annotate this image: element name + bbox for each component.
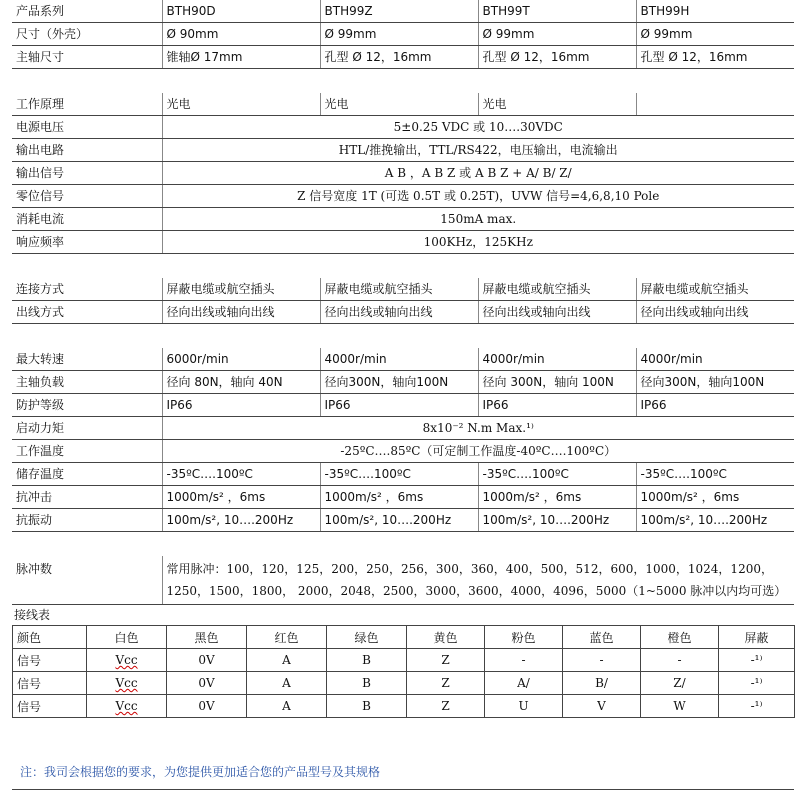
wiring-cell: - <box>563 649 641 672</box>
spec-value: -35ºC….100ºC <box>636 463 794 486</box>
wiring-title: 接线表 <box>14 608 51 622</box>
spec-row <box>12 116 794 139</box>
wiring-cell <box>87 672 167 695</box>
wiring-row <box>13 649 795 672</box>
spec-value: 光电 <box>320 93 478 116</box>
spec-value: 径向 300N，轴向 100N <box>478 371 636 394</box>
spec-row <box>12 509 794 532</box>
wiring-header-cell: 橙色 <box>641 626 719 649</box>
spec-label: 响应频率 <box>12 231 162 254</box>
spec-value: 光电 <box>478 93 636 116</box>
spec-value: 屏蔽电缆或航空插头 <box>162 278 320 301</box>
pulse-value: 常用脉冲：100，120，125，200，250，256，300，360，400，500，512，600，1000，1024，1200，1250，1500，1800， 2000，2048，2500，3000，3600，4000，4096，5000（1~5000 脉冲以内均可选） <box>162 556 794 605</box>
spec-value: 径向 80N，轴向 40N <box>162 371 320 394</box>
wiring-cell: B <box>327 672 407 695</box>
spec-value: 径向出线或轴向出线 <box>320 301 478 324</box>
spec-row <box>12 93 794 116</box>
wiring-cell: Z <box>407 672 485 695</box>
wiring-cell: Z <box>407 695 485 718</box>
spec-value: BTH99Z <box>320 0 478 23</box>
spec-value: IP66 <box>320 394 478 417</box>
wiring-cell: 0V <box>167 672 247 695</box>
spec-label: 输出电路 <box>12 139 162 162</box>
wiring-header-cell: 红色 <box>247 626 327 649</box>
spec-row <box>12 348 794 371</box>
spec-value: 1000m/s² ，6ms <box>636 486 794 509</box>
spec-value: Ø 99mm <box>478 23 636 46</box>
spec-value: 100m/s², 10….200Hz <box>162 509 320 532</box>
spec-value: HTL/推挽输出，TTL/RS422，电压输出，电流输出 <box>162 139 794 162</box>
spec-label: 连接方式 <box>12 278 162 301</box>
spec-value: 100KHz，125KHz <box>162 231 794 254</box>
spec-value: -25ºC….85ºC（可定制工作温度-40ºC….100ºC） <box>162 440 794 463</box>
spec-value: 径向出线或轴向出线 <box>636 301 794 324</box>
bottom-rule <box>12 789 794 790</box>
wiring-cell <box>87 649 167 672</box>
wiring-cell: -¹⁾ <box>719 672 795 695</box>
wiring-cell: Z <box>407 649 485 672</box>
spec-label: 主轴尺寸 <box>12 46 162 69</box>
spec-value: IP66 <box>636 394 794 417</box>
wiring-cell: -¹⁾ <box>719 649 795 672</box>
wiring-header-cell: 黑色 <box>167 626 247 649</box>
wiring-cell: 信号 <box>13 672 87 695</box>
wiring-header-cell: 白色 <box>87 626 167 649</box>
wiring-cell: A/ <box>485 672 563 695</box>
spec-value: 1000m/s² ，6ms <box>162 486 320 509</box>
spec-table-electrical <box>12 93 794 254</box>
pulse-row <box>12 556 794 605</box>
spec-label: 消耗电流 <box>12 208 162 231</box>
spec-value: 屏蔽电缆或航空插头 <box>478 278 636 301</box>
spec-value: 100m/s², 10….200Hz <box>636 509 794 532</box>
spec-row <box>12 394 794 417</box>
wiring-cell: U <box>485 695 563 718</box>
spec-value: 100m/s², 10….200Hz <box>320 509 478 532</box>
spec-value: 屏蔽电缆或航空插头 <box>320 278 478 301</box>
pulse-table <box>12 556 794 605</box>
wiring-cell: A <box>247 672 327 695</box>
wiring-cell: A <box>247 695 327 718</box>
spec-label: 最大转速 <box>12 348 162 371</box>
wiring-row <box>13 695 795 718</box>
spec-value: BTH99H <box>636 0 794 23</box>
spec-value: -35ºC….100ºC <box>162 463 320 486</box>
spec-label: 电源电压 <box>12 116 162 139</box>
spec-value <box>636 93 794 116</box>
spec-value: Ø 99mm <box>320 23 478 46</box>
spec-label: 抗冲击 <box>12 486 162 509</box>
spec-value: A B ，A B Z 或 A B Z + A/ B/ Z/ <box>162 162 794 185</box>
spec-value: 径向出线或轴向出线 <box>478 301 636 324</box>
wiring-cell: 信号 <box>13 695 87 718</box>
spec-value: BTH90D <box>162 0 320 23</box>
wiring-cell: 0V <box>167 695 247 718</box>
spec-label: 工作温度 <box>12 440 162 463</box>
spec-label: 主轴负载 <box>12 371 162 394</box>
wiring-cell: B <box>327 695 407 718</box>
spec-value: IP66 <box>478 394 636 417</box>
spec-row <box>12 162 794 185</box>
footnote: 注：我司会根据您的要求，为您提供更加适合您的产品型号及其规格 <box>20 765 381 779</box>
spec-row <box>12 185 794 208</box>
spec-value: 1000m/s² ，6ms <box>478 486 636 509</box>
spec-value: 8x10⁻² N.m Max.¹⁾ <box>162 417 794 440</box>
spec-row <box>12 23 794 46</box>
spec-value: 4000r/min <box>320 348 478 371</box>
spec-row <box>12 46 794 69</box>
wiring-row <box>13 672 795 695</box>
pulse-label: 脉冲数 <box>12 556 162 605</box>
spec-value: 锥轴Ø 17mm <box>162 46 320 69</box>
wiring-cell: V <box>563 695 641 718</box>
spec-value: IP66 <box>162 394 320 417</box>
wiring-header-cell: 颜色 <box>13 626 87 649</box>
wiring-cell: Z/ <box>641 672 719 695</box>
wiring-vcc-text: Vcc <box>115 653 138 667</box>
wiring-header-cell: 粉色 <box>485 626 563 649</box>
spec-row <box>12 0 794 23</box>
spec-value: BTH99T <box>478 0 636 23</box>
spec-value: 4000r/min <box>478 348 636 371</box>
wiring-cell: A <box>247 649 327 672</box>
spec-value: 5±0.25 VDC 或 10….30VDC <box>162 116 794 139</box>
spec-value: -35ºC….100ºC <box>320 463 478 486</box>
wiring-cell: 信号 <box>13 649 87 672</box>
spec-value: Z 信号宽度 1T (可选 0.5T 或 0.25T)，UVW 信号=4,6,8,10 Pole <box>162 185 794 208</box>
spec-value: 4000r/min <box>636 348 794 371</box>
spec-value: 孔型 Ø 12，16mm <box>320 46 478 69</box>
spec-label: 防护等级 <box>12 394 162 417</box>
spec-value: 6000r/min <box>162 348 320 371</box>
spec-label: 工作原理 <box>12 93 162 116</box>
wiring-header-cell: 黄色 <box>407 626 485 649</box>
wiring-cell: - <box>641 649 719 672</box>
wiring-header-cell: 蓝色 <box>563 626 641 649</box>
spec-label: 输出信号 <box>12 162 162 185</box>
spec-value: 径向300N，轴向100N <box>320 371 478 394</box>
spec-label: 尺寸（外壳） <box>12 23 162 46</box>
spec-value: 100m/s², 10….200Hz <box>478 509 636 532</box>
spec-value: -35ºC….100ºC <box>478 463 636 486</box>
spec-row <box>12 301 794 324</box>
wiring-header-cell: 绿色 <box>327 626 407 649</box>
wiring-cell: W <box>641 695 719 718</box>
spec-row <box>12 208 794 231</box>
spec-table-models <box>12 0 794 69</box>
spec-row <box>12 486 794 509</box>
spec-value: Ø 99mm <box>636 23 794 46</box>
spec-label: 产品系列 <box>12 0 162 23</box>
spec-value: Ø 90mm <box>162 23 320 46</box>
spec-label: 启动力矩 <box>12 417 162 440</box>
spec-value: 150mA max. <box>162 208 794 231</box>
spec-sheet <box>12 0 794 718</box>
spec-row <box>12 139 794 162</box>
spec-label: 储存温度 <box>12 463 162 486</box>
spec-row <box>12 440 794 463</box>
spec-label: 抗振动 <box>12 509 162 532</box>
wiring-table <box>12 625 795 718</box>
spec-table-connection <box>12 278 794 324</box>
spec-value: 径向出线或轴向出线 <box>162 301 320 324</box>
wiring-cell: 0V <box>167 649 247 672</box>
spec-row <box>12 463 794 486</box>
wiring-header-row <box>13 626 795 649</box>
spec-row <box>12 371 794 394</box>
wiring-vcc-text: Vcc <box>115 699 138 713</box>
spec-value: 1000m/s² ，6ms <box>320 486 478 509</box>
spec-value: 径向300N，轴向100N <box>636 371 794 394</box>
spec-value: 光电 <box>162 93 320 116</box>
wiring-cell: - <box>485 649 563 672</box>
spec-label: 零位信号 <box>12 185 162 208</box>
spec-value: 屏蔽电缆或航空插头 <box>636 278 794 301</box>
wiring-cell <box>87 695 167 718</box>
spec-row <box>12 278 794 301</box>
wiring-cell: B/ <box>563 672 641 695</box>
spec-row <box>12 417 794 440</box>
spec-table-mechanical <box>12 348 794 532</box>
spec-value: 孔型 Ø 12，16mm <box>636 46 794 69</box>
spec-row <box>12 231 794 254</box>
wiring-cell: B <box>327 649 407 672</box>
spec-value: 孔型 Ø 12，16mm <box>478 46 636 69</box>
wiring-cell: -¹⁾ <box>719 695 795 718</box>
wiring-vcc-text: Vcc <box>115 676 138 690</box>
spec-label: 出线方式 <box>12 301 162 324</box>
wiring-header-cell: 屏蔽 <box>719 626 795 649</box>
